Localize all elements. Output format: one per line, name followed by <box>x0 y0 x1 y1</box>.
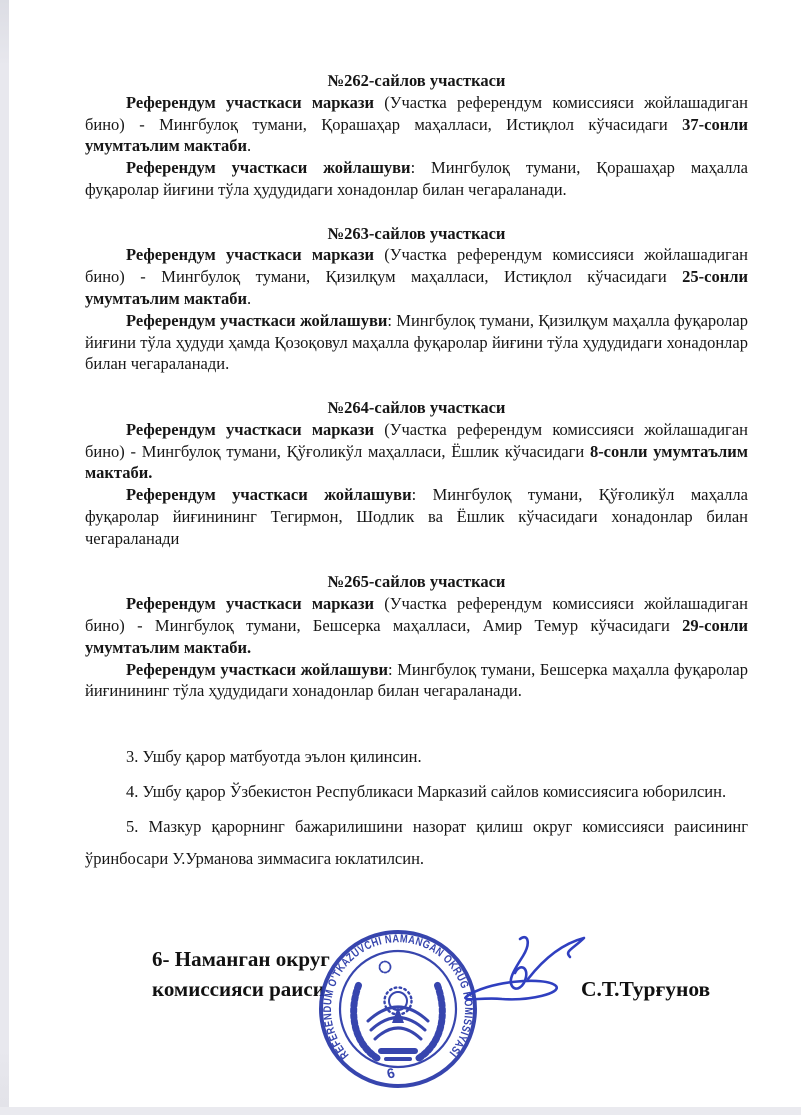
point-text: Ушбу қарор Ўзбекистон Республикаси Марказий сайлов комиссиясига юборилсин. <box>142 782 727 802</box>
location-label: Референдум участкаси жойлашуви <box>126 659 389 679</box>
location-text: : Мингбулоқ тумани, Қўғоликўл маҳалла фуқаролар йиғинининг Тегирмон, Шодлик ва Ёшлик кўчасидаги хонадонлар билан чегараланади <box>85 485 748 548</box>
center-tail: . <box>247 136 252 156</box>
signer-role-line2: комиссияси раиси <box>152 977 325 1001</box>
commission-stamp-icon <box>315 923 481 1095</box>
point-number: 4. <box>126 782 139 802</box>
signer-name: С.Т.Турғунов <box>581 977 711 1001</box>
signer-role <box>152 944 330 1004</box>
resolution-points <box>85 741 748 875</box>
location-text: : Мингбулоқ тумани, Бешсерка маҳалла фуқаролар йиғинининг тўла ҳудудидаги хонадонлар билан чегараланади. <box>85 659 748 701</box>
precinct-center-paragraph <box>85 593 748 658</box>
precinct-title: №264-сайлов участкаси <box>327 397 506 417</box>
location-label: Референдум участкаси жойлашуви <box>126 158 411 178</box>
center-tail: . <box>247 288 252 308</box>
precinct-title: №262-сайлов участкаси <box>327 71 506 90</box>
precinct-section-265 <box>85 571 748 702</box>
precinct-location-paragraph <box>85 157 748 201</box>
precinct-center-paragraph <box>85 419 748 484</box>
point-number: 3. <box>126 747 139 767</box>
signature-ink-icon <box>458 931 596 1019</box>
resolution-point-4 <box>85 776 748 808</box>
scan-edge-bottom <box>0 1107 801 1115</box>
school-name: 29-сонли умумтаълим мактаби. <box>85 615 748 657</box>
location-text: : Мингбулоқ тумани, Қизилқум маҳалла фуқаролар йиғини тўла ҳудуди ҳамда Қозоқовул маҳалла фуқаролар йиғини тўла ҳудудидаги хонадонлар билан чегараланади. <box>85 310 748 374</box>
center-label: Референдум участкаси маркази <box>126 245 375 265</box>
scan-edge-left <box>0 0 9 1115</box>
precinct-title: №265-сайлов участкаси <box>327 572 506 592</box>
precinct-location-paragraph <box>85 659 748 703</box>
precinct-center-paragraph <box>85 92 748 157</box>
precinct-section-263 <box>85 223 748 376</box>
center-text: (Участка референдум комиссияси жойлашадиган бино) - Мингбулоқ тумани, Қорашаҳар маҳалласи, Истиқлол кўчасидаги <box>85 92 748 134</box>
precinct-location-paragraph <box>85 310 748 375</box>
precinct-location-paragraph <box>85 484 748 549</box>
location-text: : Мингбулоқ тумани, Қорашаҳар маҳалла фуқаролар йиғини тўла ҳудудидаги хонадонлар билан чегараланади. <box>85 158 748 199</box>
school-name: 25-сонли умумтаълим мактаби <box>85 267 748 308</box>
resolution-point-5 <box>85 811 748 875</box>
precinct-center-paragraph <box>85 244 748 309</box>
point-text: Ушбу қарор матбуотда эълон қилинсин. <box>142 747 422 767</box>
point-text: Мазкур қарорнинг бажарилишини назорат қилиш округ комиссияси раисининг ўринбосари У.Урманова зиммасига юклатилсин. <box>85 817 749 869</box>
signer-role-line1: 6- Наманган округ <box>152 947 330 971</box>
center-text: (Участка референдум комиссияси жойлашадиган бино) - Мингбулоқ тумани, Бешсерка маҳалласи, Амир Темур кўчасидаги <box>85 594 748 635</box>
resolution-point-3 <box>85 741 748 773</box>
center-label: Референдум участкаси маркази <box>126 92 375 112</box>
center-text: (Участка референдум комиссияси жойлашадиган бино) - Мингбулоқ тумани, Қўғоликўл маҳалласи, Ёшлик кўчасидаги <box>85 419 748 461</box>
precinct-section-264 <box>85 397 748 550</box>
location-label: Референдум участкаси жойлашуви <box>126 485 412 505</box>
point-number: 5. <box>126 817 139 837</box>
location-label: Референдум участкаси жойлашуви <box>126 310 388 330</box>
stamp-number: 6 <box>385 1064 397 1082</box>
center-text: (Участка референдум комиссияси жойлашадиган бино) - Мингбулоқ тумани, Қизилқум маҳалласи, Истиқлол кўчасидаги <box>85 245 748 287</box>
document-body <box>85 70 748 878</box>
school-name: 8-сонли умумтаълим мактаби. <box>85 441 748 483</box>
precinct-section-262 <box>85 70 748 201</box>
school-name: 37-сонли умумтаълим мактаби <box>85 114 748 156</box>
precinct-title: №263-сайлов участкаси <box>327 223 506 243</box>
stamp-ring-text: REFERENDUM O'TKAZUVCHI NAMANGAN OKRUG KOMISSIYASI <box>321 933 475 1061</box>
center-label: Референдум участкаси маркази <box>126 594 375 614</box>
center-label: Референдум участкаси маркази <box>126 419 375 439</box>
